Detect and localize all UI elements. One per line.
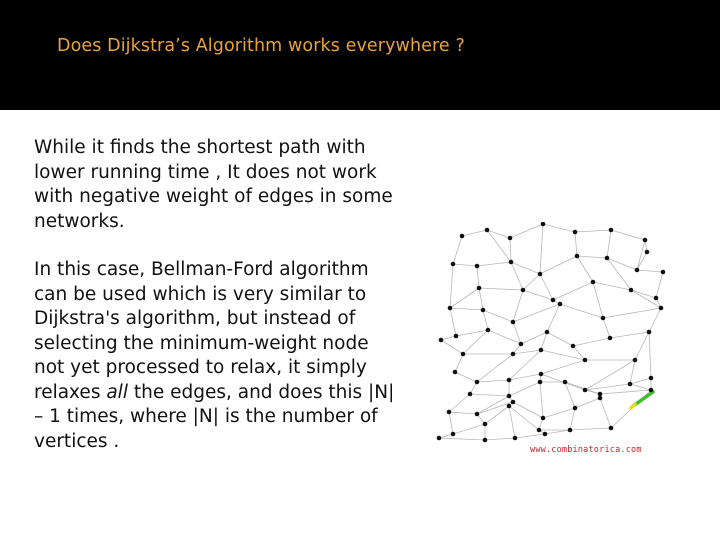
graph-vertex — [513, 436, 518, 441]
graph-edge — [483, 310, 513, 322]
graph-edge — [543, 224, 575, 232]
graph-edge — [450, 288, 479, 308]
graph-vertex — [543, 432, 548, 437]
graph-vertex — [454, 334, 459, 339]
graph-vertex — [451, 432, 456, 437]
graph-edge — [450, 308, 483, 310]
graph-vertex — [601, 316, 606, 321]
graph-edge — [509, 406, 515, 438]
graph-edge — [610, 332, 649, 338]
graph-vertex — [633, 358, 638, 363]
paragraph-dijkstra-limitation: While it finds the shortest path with lower running time , It does not work with negative weight of edges in some networks. — [34, 137, 393, 232]
graph-vertex — [509, 260, 514, 265]
graph-vertex — [563, 380, 568, 385]
graph-vertex — [475, 412, 480, 417]
network-graph — [425, 222, 685, 467]
slide-body — [34, 136, 399, 454]
graph-vertex — [635, 268, 640, 273]
graph-vertex — [439, 338, 444, 343]
graph-edge — [479, 288, 523, 290]
graph-vertex — [628, 382, 633, 387]
graph-vertex — [451, 262, 456, 267]
graph-edge — [570, 428, 611, 430]
graph-edge — [635, 332, 649, 360]
graph-edge — [455, 372, 477, 382]
graph-vertex — [453, 370, 458, 375]
graph-vertex — [537, 428, 542, 433]
graph-edge — [637, 252, 647, 270]
graph-edge — [450, 308, 456, 336]
graph-edge — [540, 382, 543, 418]
graph-vertex — [538, 272, 543, 277]
graph-edge — [577, 256, 607, 258]
graph-edge — [603, 318, 610, 338]
graph-vertex — [575, 254, 580, 259]
graph-edge — [631, 290, 656, 298]
graph-edge — [488, 330, 521, 344]
graph-edge — [470, 394, 509, 396]
graph-edge — [449, 412, 477, 414]
graph-vertex — [475, 264, 480, 269]
graph-edge — [600, 390, 651, 394]
graph-vertex — [605, 256, 610, 261]
graph-edge — [585, 390, 600, 394]
graph-vertex — [448, 306, 453, 311]
graph-vertex — [481, 308, 486, 313]
graph-vertex — [571, 344, 576, 349]
graph-edge — [462, 230, 487, 236]
graph-edge — [455, 354, 463, 372]
graph-vertex — [541, 416, 546, 421]
graph-vertex — [609, 426, 614, 431]
graph-edge — [453, 424, 485, 434]
graph-vertex — [483, 438, 488, 443]
graph-edge — [509, 382, 540, 396]
graph-edge — [510, 224, 543, 238]
graph-edge — [509, 374, 541, 380]
graph-edge — [637, 240, 645, 270]
graph-edge — [541, 360, 585, 374]
graph-vertex — [539, 372, 544, 377]
graph-edge — [479, 288, 483, 310]
graph-edge — [540, 224, 543, 274]
graph-edge — [453, 236, 462, 264]
graph-vertex — [545, 330, 550, 335]
graph-vertex — [461, 352, 466, 357]
graph-vertex — [551, 298, 556, 303]
graph-vertex — [483, 422, 488, 427]
graph-vertex — [507, 394, 512, 399]
graph-vertex — [521, 288, 526, 293]
graph-edge — [487, 230, 511, 262]
graph-vertex — [538, 380, 543, 385]
graph-vertex — [447, 410, 452, 415]
graph-edge — [521, 332, 547, 344]
graph-edge — [483, 310, 488, 330]
graph-edge — [513, 290, 523, 322]
graph-vertex — [645, 250, 650, 255]
graph-edge — [575, 232, 577, 256]
graph-edge — [515, 434, 545, 438]
graph-vertex — [486, 328, 491, 333]
graph-edge — [600, 398, 611, 428]
graph-edge — [441, 340, 463, 354]
graph-edge — [577, 256, 593, 282]
graph-edge — [575, 398, 600, 408]
graph-vertex — [568, 428, 573, 433]
paragraph-bellman-ford — [34, 258, 399, 454]
graph-edge — [611, 230, 645, 240]
graph-edge — [649, 332, 651, 378]
graph-edge — [630, 384, 651, 390]
graph-vertex — [573, 230, 578, 235]
graph-vertex — [541, 222, 546, 226]
graph-edge — [541, 350, 585, 360]
graph-edge — [477, 262, 511, 266]
graph-vertex — [485, 228, 490, 233]
slide-title: Does Dijkstra’s Algorithm works everywhere ? — [57, 36, 465, 56]
graph-vertex — [508, 236, 513, 241]
graph-vertex — [591, 280, 596, 285]
graph-edge — [449, 412, 453, 434]
graph-edge — [449, 394, 470, 412]
graph-edge — [547, 332, 573, 346]
graph-edge — [485, 406, 509, 424]
graph-vertex — [659, 306, 664, 311]
graph-edge — [593, 282, 603, 318]
graph-edge — [450, 264, 453, 308]
graph-edge — [441, 336, 456, 340]
graph-edge — [543, 408, 575, 418]
graph-edge — [485, 438, 515, 440]
graph-edge — [656, 272, 663, 298]
graph-edge — [630, 378, 651, 384]
graph-vertex — [558, 302, 563, 307]
graph-edge — [545, 430, 570, 434]
graph-vertex — [468, 392, 473, 397]
highlighted-path-end — [631, 404, 635, 408]
graph-vertex — [598, 392, 603, 397]
graph-edge — [585, 384, 630, 390]
graph-edge — [637, 270, 663, 272]
graph-vertex — [649, 376, 654, 381]
emphasis-all: all — [106, 381, 128, 403]
graph-vertex — [507, 378, 512, 383]
graph-vertex — [629, 288, 634, 293]
graph-edge — [439, 438, 485, 440]
graph-edge — [573, 338, 610, 346]
graph-edge — [513, 402, 543, 418]
graph-edge — [649, 308, 661, 332]
graph-edge — [607, 230, 611, 258]
graph-vertex — [507, 404, 512, 409]
graph-edge — [509, 406, 539, 430]
graph-edge — [560, 304, 603, 318]
graph-vertex — [583, 388, 588, 393]
graph-vertex — [649, 388, 654, 393]
graph-edge — [570, 408, 575, 430]
graph-vertex — [511, 320, 516, 325]
graph-edge — [477, 380, 509, 382]
graph-edge — [510, 238, 511, 262]
graph-vertex — [654, 296, 659, 301]
graph-edge — [477, 266, 479, 288]
graph-edge — [477, 354, 513, 382]
graph-vertex — [643, 238, 648, 243]
graph-edge — [593, 282, 631, 290]
graph-vertex — [475, 380, 480, 385]
graph-vertex — [583, 358, 588, 363]
graph-vertex — [519, 342, 524, 347]
graph-source-caption: www.combinatorica.com — [530, 445, 642, 455]
paragraph-bellman-ford-text: In this case, Bellman-Ford algorithm can be used which is very similar to Dijkstra's algorithm, but instead of selecting the minimum-weight node not yet processed to relax, it simply relaxes — [34, 259, 369, 403]
graph-vertex — [511, 400, 516, 405]
graph-vertex — [647, 330, 652, 335]
graph-edge — [453, 264, 477, 266]
graph-vertex — [573, 406, 578, 411]
graph-illustration — [425, 222, 685, 467]
graph-edge — [585, 360, 635, 390]
graph-vertex — [661, 270, 666, 275]
graph-edge — [523, 274, 540, 290]
graph-edge — [553, 282, 593, 300]
graph-vertex — [437, 436, 442, 441]
paragraph-bellman-ford-text-end: the edges, and does this |N| – 1 times, where |N| is the number of vertices . — [34, 381, 395, 452]
graph-vertex — [511, 352, 516, 357]
graph-edge — [575, 230, 611, 232]
graph-vertex — [539, 348, 544, 353]
graph-vertex — [598, 396, 603, 401]
graph-edge — [540, 256, 577, 274]
graph-vertex — [609, 228, 614, 233]
graph-edge — [603, 308, 661, 318]
graph-vertex — [608, 336, 613, 341]
graph-vertex — [477, 286, 482, 291]
graph-edge — [630, 360, 635, 384]
graph-vertex — [460, 234, 465, 239]
